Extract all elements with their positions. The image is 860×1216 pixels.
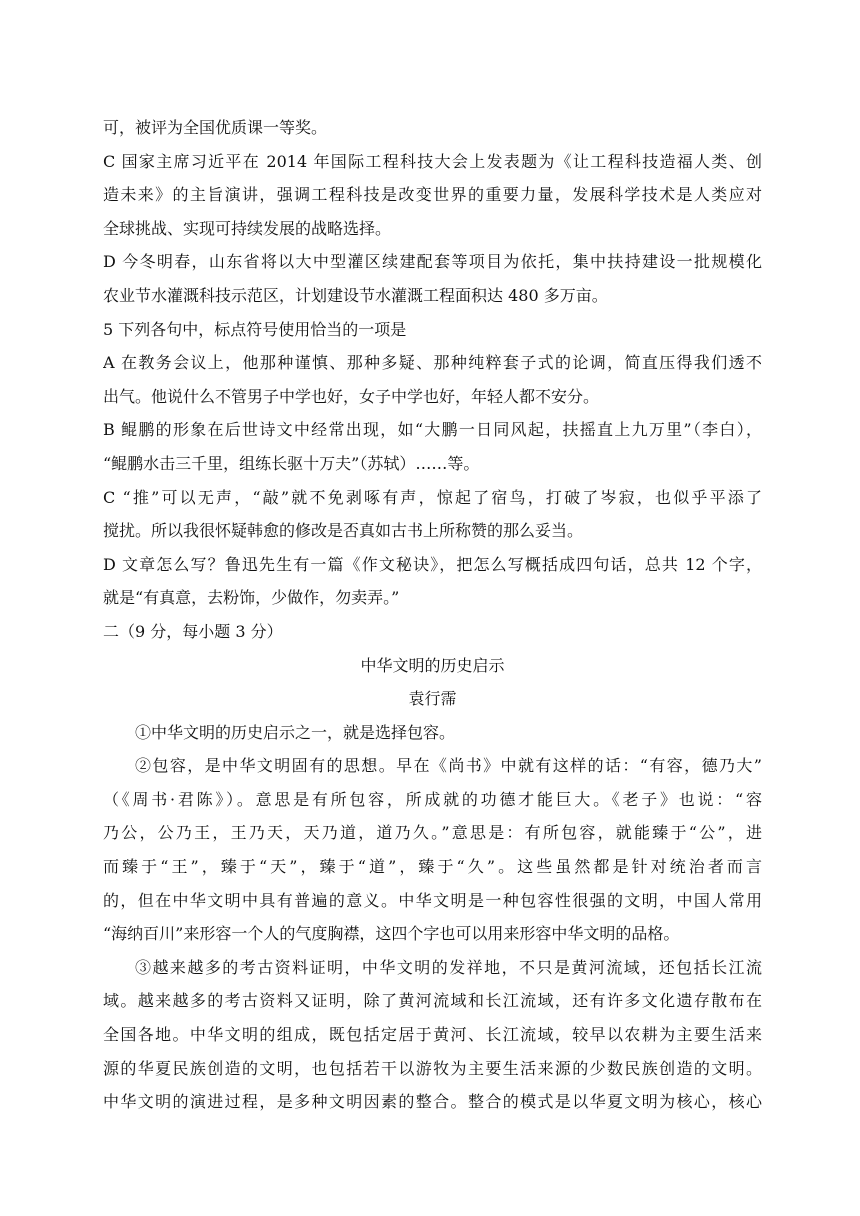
text-line: ③越来越多的考古资料证明，中华文明的发祥地，不只是黄河流域，还包括长江流 (135, 957, 762, 977)
text-line: 中华文明的演进过程，是多种文明因素的整合。整合的模式是以华夏文明为核心，核心 (103, 1092, 762, 1112)
text-line: 的，但在中华文明中具有普遍的意义。中华文明是一种包容性很强的文明，中国人常用 (103, 890, 762, 910)
text-line: 造未来》的主旨演讲，强调工程科技是改变世界的重要力量，发展科学技术是人类应对 (103, 185, 762, 205)
text-line: 源的华夏民族创造的文明，也包括若干以游牧为主要生活来源的少数民族创造的文明。 (103, 1058, 762, 1078)
text-line: “鲲鹏水击三千里，组练长驱十万夫”（苏轼）……等。 (103, 453, 480, 473)
text-line: 乃公，公乃王，王乃天，天乃道，道乃久。”意思是：有所包容，就能臻于“公”，进 (103, 823, 762, 843)
text-line: 可，被评为全国优质课一等奖。 (103, 118, 328, 137)
text-line: 域。越来越多的考古资料又证明，除了黄河流域和长江流域，还有许多文化遗存散布在 (103, 991, 762, 1011)
text-line: ①中华文明的历史启示之一，就是选择包容。 (135, 722, 456, 742)
text-line: ②包容，是中华文明固有的思想。早在《尚书》中就有这样的话：“有容，德乃大” (135, 756, 762, 776)
text-line: B 鲲鹏的形象在后世诗文中经常出现，如“大鹏一日同风起，扶摇直上九万里”（李白）， (103, 420, 762, 440)
text-line: 二（9 分，每小题 3 分） (103, 621, 283, 641)
text-line: “海纳百川”来形容一个人的气度胸襟，这四个字也可以用来形容中华文明的品格。 (103, 924, 680, 944)
text-line: C 国家主席习近平在 2014 年国际工程科技大会上发表题为《让工程科技造福人类、创 (103, 151, 762, 171)
text-line: 农业节水灌溉科技示范区，计划建设节水灌溉工程面积达 480 多万亩。 (103, 285, 608, 305)
text-line: 袁行霈 (408, 689, 457, 709)
text-line: 全国各地。中华文明的组成，既包括定居于黄河、长江流域，较早以农耕为主要生活来 (103, 1025, 762, 1045)
text-line: 出气。他说什么不管男子中学也好，女子中学也好，年轻人都不安分。 (103, 386, 600, 406)
text-line: 搅扰。所以我很怀疑韩愈的修改是否真如古书上所称赞的那么妥当。 (103, 521, 584, 541)
text-line: D 文章怎么写？鲁迅先生有一篇《作文秘诀》，把怎么写概括成四句话，总共 12 个字， (103, 554, 762, 574)
text-line: 中华文明的历史启示 (360, 655, 505, 675)
text-line: D 今冬明春，山东省将以大中型灌区续建配套等项目为依托，集中扶持建设一批规模化 (103, 252, 762, 272)
text-line: 就是“有真意，去粉饰，少做作，勿卖弄。” (103, 588, 400, 608)
text-line: 全球挑战、实现可持续发展的战略选择。 (103, 218, 392, 238)
text-line: A 在教务会议上，他那种谨慎、那种多疑、那种纯粹套子式的论调，简直压得我们透不 (103, 353, 762, 373)
text-line: 5 下列各句中，标点符号使用恰当的一项是 (103, 319, 407, 339)
text-line: （《周书·君陈》）。意思是有所包容，所成就的功德才能巨大。《老子》也说：“容 (103, 789, 762, 809)
text-line: 而臻于“王”，臻于“天”，臻于“道”，臻于“久”。这些虽然都是针对统治者而言 (103, 857, 762, 877)
text-line: C “推”可以无声，“敲”就不免剥啄有声，惊起了宿鸟，打破了岑寂，也似乎平添了 (103, 487, 762, 507)
